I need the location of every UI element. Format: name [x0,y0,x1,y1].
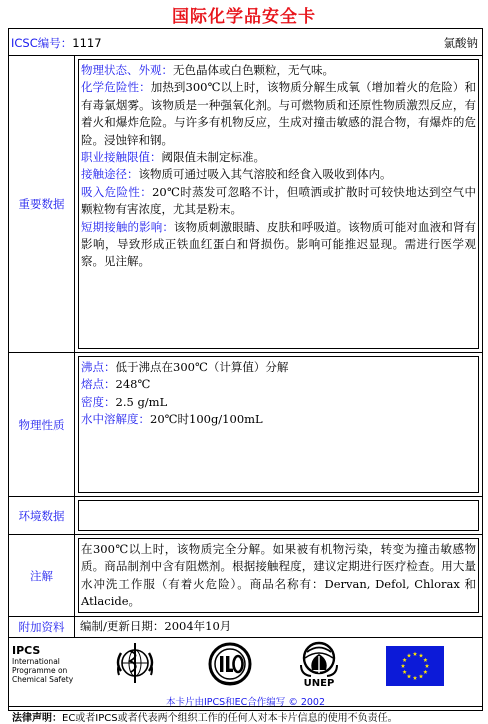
notes-label: 注解 [9,535,75,616]
important-item-head: 职业接触限值： [81,150,162,165]
important-item-text: 无色晶体或白色颗粒，无气味。 [173,63,334,77]
physical-properties-row [9,353,482,497]
important-item-head: 接触途径： [81,167,139,182]
important-item-head: 吸入危险性： [81,184,153,199]
important-item-text: 该物质可通过吸入其气溶胶和经食入吸收到体内。 [138,167,392,182]
cooperation-caption: 本卡片由IPCS和EC合作编写 © 2002 [165,697,326,708]
additional-info-content: 编制/更新日期：2004年10月 [80,619,232,633]
important-item-head: 短期接触的影响： [81,219,174,234]
important-item-3 [81,166,476,183]
logos-area [9,638,482,714]
notes-content: 在300℃以上时，该物质完全分解。如果被有机物污染，转变为撞击敏感物质。商品制剂中含有阻燃剂。根据接触程度，建议定期进行医疗检查。用大量水冲洗工作服（有着火危险）。商品名称有：Dervan, Defol, Chlorax 和 Atlacide。 [78,538,479,613]
unep-label: UNEP [303,678,335,689]
legal-text: EC或者IPCS或者代表两个组织工作的任何人对本卡片信息的使用不负责任。 [62,713,398,724]
icsc-label: ICSC编号： [11,36,73,50]
eu-flag-icon [386,646,444,686]
card-frame [8,28,483,724]
ipcs-block [12,644,73,684]
important-item-1 [81,79,476,149]
ilo-emblem-icon [206,641,254,687]
chemical-name: 氯酸钠 [443,36,478,50]
important-item-text: 加热到300℃以上时，该物质分解生成氧（增加着火的危险）和有毒氯烟雾。该物质是一种强氧化剂。与可燃物质和还原性物质激烈反应，有着火和爆炸危险。与许多有机物反应，生成对撞击敏感的混合物，有爆炸的危险。浸蚀锌和钢。 [81,80,477,147]
important-item-0 [81,62,476,79]
important-item-head: 化学危险性： [81,80,151,95]
important-item-text: 阈限值未制定标准。 [161,150,265,165]
icsc-number-value: 1117 [72,36,102,50]
physical-item-head: 水中溶解度： [81,412,150,427]
important-data-content [78,59,479,349]
additional-info-row [9,617,482,638]
important-item-2 [81,149,476,166]
legal-divider [9,706,482,707]
important-item-4 [81,184,476,219]
physical-item-head: 熔点： [81,377,116,392]
who-emblem-icon [111,641,159,685]
environment-data-row [9,497,482,535]
physical-item-3 [81,411,476,428]
important-item-5 [81,219,476,271]
legal-statement [12,709,398,724]
ipcs-line-2: Programme on [12,666,68,675]
physical-properties-label: 物理性质 [9,353,75,496]
icsc-number [11,35,102,51]
physical-item-text: 20℃时100g/100mL [150,412,263,427]
ipcs-title: IPCS [12,644,41,657]
physical-item-text: 低于沸点在300℃（计算值）分解 [115,360,289,374]
legal-label: 法律声明： [12,713,62,724]
physical-item-0 [81,359,476,376]
environment-data-content [78,500,479,531]
notes-row [9,535,482,617]
environment-data-label: 环境数据 [9,497,75,534]
physical-item-2 [81,394,476,411]
important-item-text: 该物质刺激眼睛、皮肤和呼吸道。该物质可能对血液和肾有影响，导致形成正铁血红蛋白和肾损伤。影响可能推迟显现。需进行医学观察。见注解。 [81,219,476,269]
icsc-header-row [9,29,482,56]
physical-properties-content [78,356,479,493]
additional-info-label: 附加资料 [9,617,75,637]
important-data-label: 重要数据 [9,56,75,352]
important-item-text: 20℃时蒸发可忽略不计，但喷洒或扩散时可较快地达到空气中颗粒物有害浓度，尤其是粉末。 [81,184,476,217]
ipcs-line-1: International [12,657,60,666]
important-item-head: 物理状态、外观： [81,63,173,77]
physical-item-head: 沸点： [81,360,116,374]
important-data-row [9,56,482,353]
ipcs-line-3: Chemical Safety [12,675,74,684]
physical-item-1 [81,376,476,393]
physical-item-head: 密度： [81,394,116,409]
physical-item-text: 248℃ [115,377,151,392]
physical-item-text: 2.5 g/mL [115,394,168,409]
page-title: 国际化学品安全卡 [172,7,316,27]
